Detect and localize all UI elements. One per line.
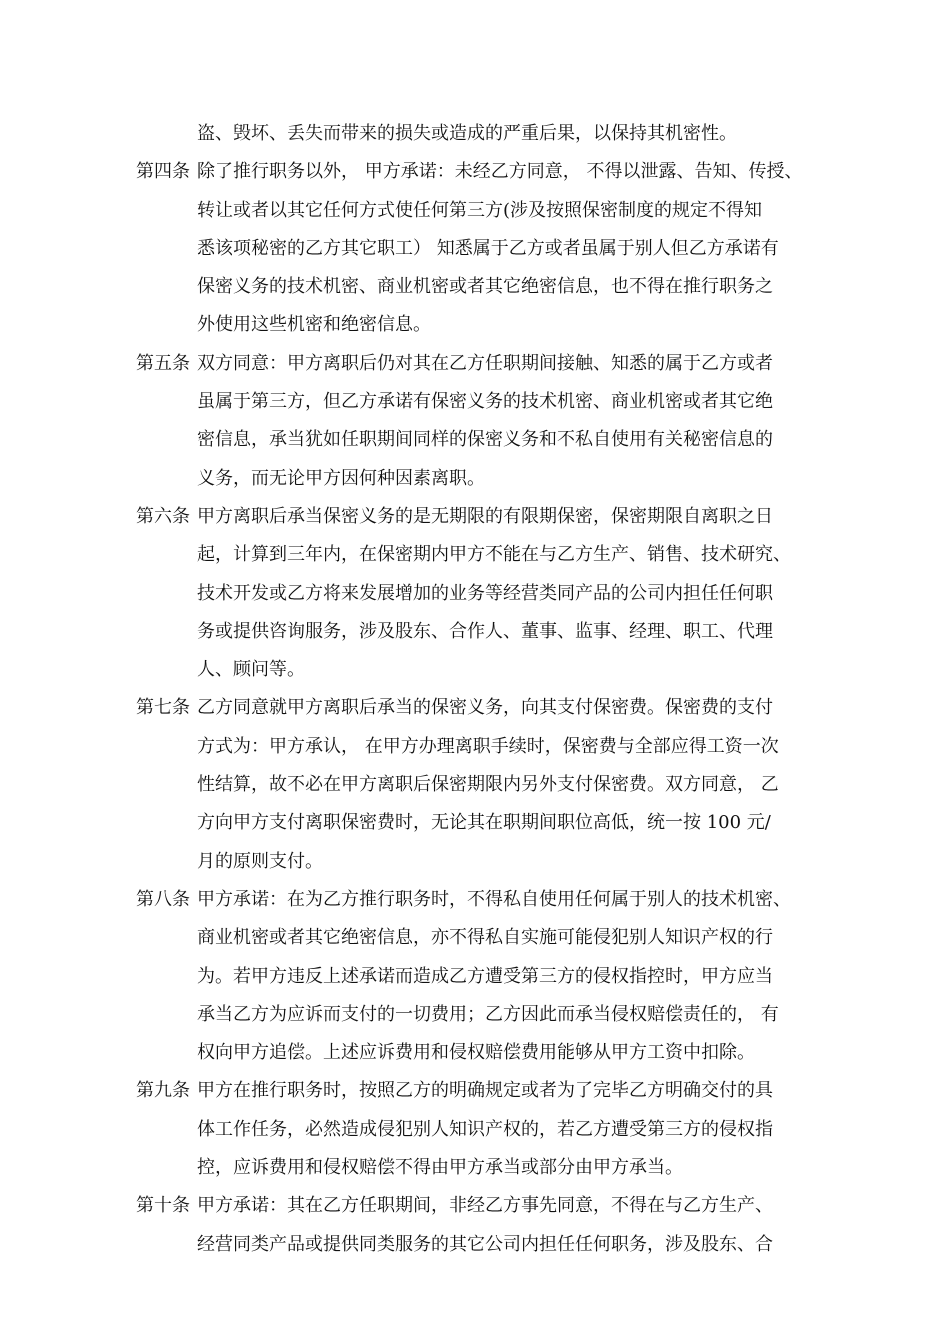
text-line xyxy=(136,536,826,574)
text-line xyxy=(136,1111,826,1149)
line-text: 义务，而无论甲方因何种因素离职。 xyxy=(197,467,485,489)
article-first-line xyxy=(136,1187,826,1225)
line-text: 悉该项秘密的乙方其它职工） 知悉属于乙方或者虽属于别人但乙方承诺有 xyxy=(197,237,779,259)
text-line xyxy=(136,1226,826,1264)
article-first-line xyxy=(136,1072,826,1110)
line-text: 控，应诉费用和侵权赔偿不得由甲方承当或部分由甲方承当。 xyxy=(197,1157,683,1179)
text-line xyxy=(136,804,826,842)
text-line xyxy=(136,268,826,306)
text-line xyxy=(136,1034,826,1072)
line-text: 甲方承诺：在为乙方推行职务时，不得私自使用任何属于别人的技术机密、 xyxy=(197,888,791,910)
line-text: 除了推行职务以外， 甲方承诺：未经乙方同意， 不得以泄露、告知、传授、 xyxy=(197,161,803,183)
text-line xyxy=(136,766,826,804)
line-text: 虽属于第三方，但乙方承诺有保密义务的技术机密、商业机密或者其它绝 xyxy=(197,391,773,413)
text-line xyxy=(136,460,826,498)
line-text: 为。若甲方违反上述承诺而造成乙方遭受第三方的侵权指控时，甲方应当 xyxy=(197,965,773,987)
line-text: 体工作任务，必然造成侵犯别人知识产权的，若乙方遭受第三方的侵权指 xyxy=(197,1118,773,1140)
article-number: 第五条 xyxy=(136,352,190,374)
line-text: 月的原则支付。 xyxy=(197,850,323,872)
line-text: 方式为：甲方承认， 在甲方办理离职手续时，保密费与全部应得工资一次 xyxy=(197,735,779,757)
line-text: 双方同意：甲方离职后仍对其在乙方任职期间接触、知悉的属于乙方或者 xyxy=(197,352,773,374)
line-text: 经营同类产品或提供同类服务的其它公司内担任任何职务，涉及股东、合 xyxy=(197,1233,773,1255)
text-line xyxy=(136,728,826,766)
line-text: 方向甲方支付离职保密费时，无论其在职期间职位高低，统一按 100 元/ xyxy=(197,812,771,834)
text-line xyxy=(136,843,826,881)
text-line xyxy=(136,958,826,996)
line-text: 外使用这些机密和绝密信息。 xyxy=(197,314,431,336)
line-text: 权向甲方追偿。上述应诉费用和侵权赔偿费用能够从甲方工资中扣除。 xyxy=(197,1042,755,1064)
text-line xyxy=(136,996,826,1034)
line-text: 乙方同意就甲方离职后承当的保密义务，向其支付保密费。保密费的支付 xyxy=(197,697,773,719)
article-first-line xyxy=(136,498,826,536)
line-text: 务或提供咨询服务，涉及股东、合作人、董事、监事、经理、职工、代理 xyxy=(197,620,773,642)
line-text: 承当乙方为应诉而支付的一切费用；乙方因此而承当侵权赔偿责任的， 有 xyxy=(197,1003,779,1025)
document-body xyxy=(136,115,826,1264)
text-line xyxy=(136,651,826,689)
line-text: 密信息，承当犹如任职期间同样的保密义务和不私自使用有关秘密信息的 xyxy=(197,429,773,451)
text-line xyxy=(136,1149,826,1187)
article-first-line xyxy=(136,153,826,191)
line-text: 保密义务的技术机密、商业机密或者其它绝密信息，也不得在推行职务之 xyxy=(197,276,773,298)
article-first-line xyxy=(136,345,826,383)
article-number: 第四条 xyxy=(136,161,190,183)
article-number: 第十条 xyxy=(136,1195,190,1217)
text-line xyxy=(136,421,826,459)
article-number: 第六条 xyxy=(136,505,190,527)
line-text: 甲方离职后承当保密义务的是无期限的有限期保密，保密期限自离职之日 xyxy=(197,505,773,527)
line-text: 甲方在推行职务时，按照乙方的明确规定或者为了完毕乙方明确交付的具 xyxy=(197,1080,773,1102)
article-first-line xyxy=(136,881,826,919)
article-first-line xyxy=(136,689,826,727)
line-text: 性结算，故不必在甲方离职后保密期限内另外支付保密费。双方同意， 乙 xyxy=(197,774,779,796)
text-line xyxy=(136,613,826,651)
text-line xyxy=(136,575,826,613)
line-text: 商业机密或者其它绝密信息，亦不得私自实施可能侵犯别人知识产权的行 xyxy=(197,927,773,949)
text-line xyxy=(136,306,826,344)
line-text: 转让或者以其它任何方式使任何第三方(涉及按照保密制度的规定不得知 xyxy=(197,199,763,221)
text-line xyxy=(136,383,826,421)
article-number: 第九条 xyxy=(136,1080,190,1102)
article-number: 第七条 xyxy=(136,697,190,719)
line-text: 人、顾问等。 xyxy=(197,659,305,681)
line-text: 盗、毁坏、丢失而带来的损失或造成的严重后果，以保持其机密性。 xyxy=(197,123,737,144)
text-line xyxy=(136,192,826,230)
text-line xyxy=(136,115,826,153)
article-number: 第八条 xyxy=(136,888,190,910)
line-text: 起，计算到三年内，在保密期内甲方不能在与乙方生产、销售、技术研究、 xyxy=(197,544,791,566)
line-text: 技术开发或乙方将来发展增加的业务等经营类同产品的公司内担任任何职 xyxy=(197,582,773,604)
line-text: 甲方承诺：其在乙方任职期间，非经乙方事先同意，不得在与乙方生产、 xyxy=(197,1195,773,1217)
text-line xyxy=(136,919,826,957)
text-line xyxy=(136,230,826,268)
